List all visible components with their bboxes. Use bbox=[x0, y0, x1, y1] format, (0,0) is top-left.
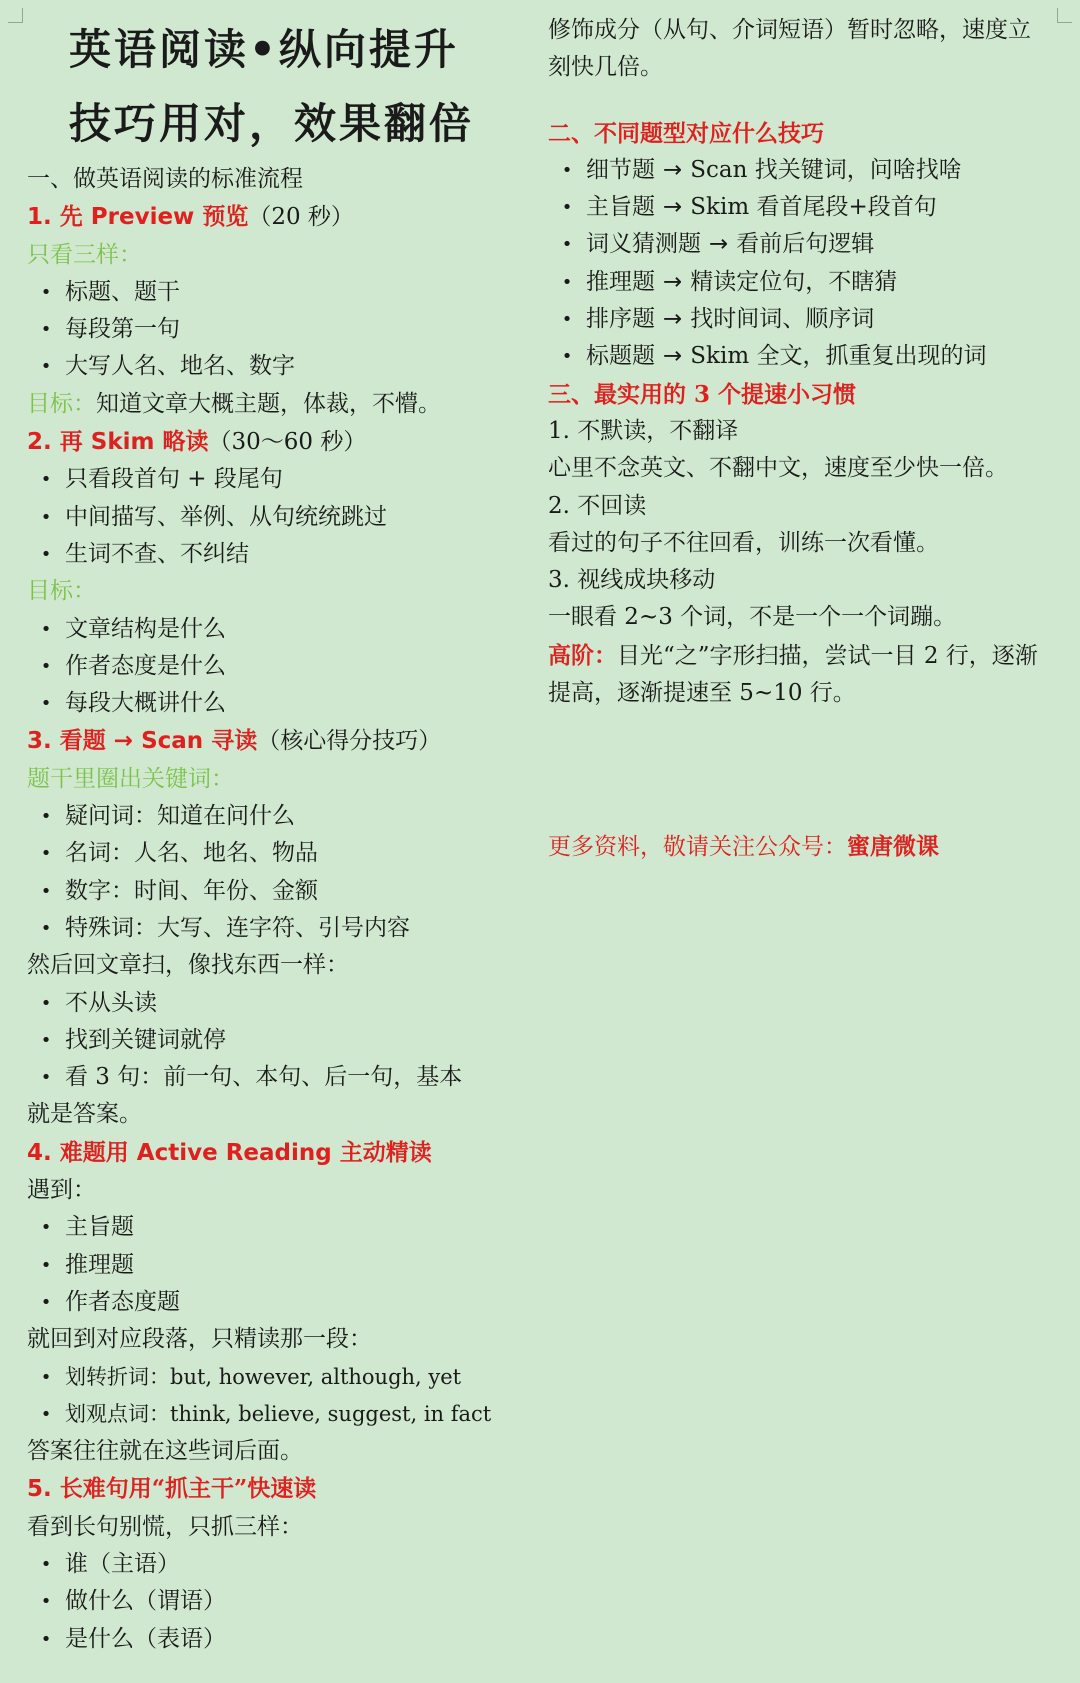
title-line-2: 技巧用对，效果翻倍 bbox=[69, 99, 475, 148]
habit1-text: 心里不念英文、不翻中文，速度至少快一倍。 bbox=[548, 455, 1008, 482]
step4-answer: 答案往往就在这些词后面。 bbox=[27, 1438, 303, 1465]
step2-goal-label: 目标： bbox=[27, 578, 96, 605]
list-item: • 词义猜测题 → 看前后句逻辑 bbox=[548, 226, 1053, 263]
list-item: • 划转折词：but, however, although, yet bbox=[40, 1364, 462, 1389]
list-item: • 作者态度是什么 bbox=[40, 652, 226, 679]
arrow-icon: → bbox=[663, 194, 683, 221]
arrow-icon: → bbox=[663, 343, 683, 370]
list-item: • 看 3 句：前一句、本句、后一句，基本 bbox=[40, 1064, 463, 1091]
habit3-title: 3. 视线成块移动 bbox=[548, 567, 716, 594]
list-item: • 每段大概讲什么 bbox=[40, 690, 226, 717]
list-item: • 文章结构是什么 bbox=[40, 615, 226, 642]
list-item: • 每段第一句 bbox=[40, 316, 180, 343]
arrow-icon: → bbox=[709, 231, 729, 258]
step5-intro: 看到长句别慌，只抓三样： bbox=[27, 1513, 303, 1540]
list-item: • 中间描写、举例、从句统统跳过 bbox=[40, 503, 387, 530]
list-item: • 特殊词：大写、连字符、引号内容 bbox=[40, 914, 410, 941]
list-item: • 大写人名、地名、数字 bbox=[40, 353, 295, 380]
step4-back: 就回到对应段落，只精读那一段： bbox=[27, 1326, 372, 1353]
list-item: • 不从头读 bbox=[40, 989, 157, 1016]
step4-meet: 遇到： bbox=[27, 1177, 96, 1204]
arrow-icon: → bbox=[663, 306, 683, 333]
arrow-icon: → bbox=[113, 728, 134, 755]
step3-sub: 题干里圈出关键词： bbox=[27, 765, 234, 792]
step5-heading: 5. 长难句用“抓主干”快速读 bbox=[27, 1475, 317, 1503]
step4-heading: 4. 难题用 Active Reading 主动精读 bbox=[27, 1138, 432, 1166]
list-item: • 作者态度题 bbox=[40, 1288, 180, 1315]
corner-mark-right bbox=[1057, 8, 1072, 23]
step3-heading: 3. 看题 → Scan 寻读（核心得分技巧） bbox=[27, 727, 442, 755]
list-item: • 划观点词：think, believe, suggest, in fact bbox=[40, 1401, 492, 1426]
habit3-text: 一眼看 2~3 个词，不是一个一个词蹦。 bbox=[548, 604, 957, 631]
habit1-title: 1. 不默读，不翻译 bbox=[548, 417, 739, 444]
corner-mark-left bbox=[8, 8, 23, 23]
step2-heading: 2. 再 Skim 略读（30～60 秒） bbox=[27, 428, 367, 456]
right-column bbox=[548, 12, 1053, 867]
list-item: • 名词：人名、地名、物品 bbox=[40, 840, 318, 867]
step1-heading: 1. 先 Preview 预览（20 秒） bbox=[27, 203, 354, 231]
list-item: • 疑问词：知道在问什么 bbox=[40, 803, 295, 830]
list-item: • 推理题 → 精读定位句，不瞎猜 bbox=[548, 264, 1053, 301]
list-item: • 只看段首句 + 段尾句 bbox=[40, 466, 283, 493]
step3-then: 然后回文章扫，像找东西一样： bbox=[27, 952, 349, 979]
arrow-icon: → bbox=[663, 268, 683, 295]
section2-heading: 二、不同题型对应什么技巧 bbox=[548, 119, 824, 147]
list-item: • 排序题 → 找时间词、顺序词 bbox=[548, 301, 1053, 338]
list-item: • 推理题 bbox=[40, 1251, 134, 1278]
list-item: • 数字：时间、年份、金额 bbox=[40, 877, 318, 904]
section3-heading: 三、最实用的 3 个提速小习惯 bbox=[548, 380, 857, 408]
step3-then-cont: 就是答案。 bbox=[27, 1101, 142, 1128]
step1-goal: 目标：知道文章大概主题，体裁，不懵。 bbox=[27, 390, 441, 417]
step5-continuation: 修饰成分（从句、介词短语）暂时忽略，速度立刻快几倍。 bbox=[548, 17, 1031, 81]
list-item: • 标题、题干 bbox=[40, 278, 180, 305]
arrow-icon: → bbox=[663, 156, 683, 183]
habit2-text: 看过的句子不往回看，训练一次看懂。 bbox=[548, 529, 939, 556]
habit2-title: 2. 不回读 bbox=[548, 492, 647, 519]
step1-sub: 只看三样： bbox=[27, 241, 142, 268]
list-item: • 做什么（谓语） bbox=[40, 1588, 226, 1615]
section1-heading: 一、做英语阅读的标准流程 bbox=[27, 166, 303, 192]
left-column bbox=[27, 0, 517, 1658]
list-item: • 找到关键词就停 bbox=[40, 1026, 226, 1053]
promo-line: 更多资料，敬请关注公众号：蜜唐微课 bbox=[548, 833, 939, 861]
list-item: • 细节题 → Scan 找关键词，问啥找啥 bbox=[548, 152, 1053, 189]
list-item: • 生词不查、不纠结 bbox=[40, 540, 249, 567]
list-item: • 标题题 → Skim 全文，抓重复出现的词 bbox=[548, 338, 1053, 375]
list-item: • 主旨题 → Skim 看首尾段+段首句 bbox=[548, 189, 1053, 226]
title-line-1: 英语阅读•纵向提升 bbox=[69, 25, 459, 74]
list-item: • 是什么（表语） bbox=[40, 1625, 226, 1652]
advanced-tip: 高阶：目光“之”字形扫描，尝试一目 2 行，逐渐提高，逐渐提速至 5~10 行。 bbox=[548, 641, 1038, 707]
list-item: • 谁（主语） bbox=[40, 1550, 180, 1577]
list-item: • 主旨题 bbox=[40, 1214, 134, 1241]
